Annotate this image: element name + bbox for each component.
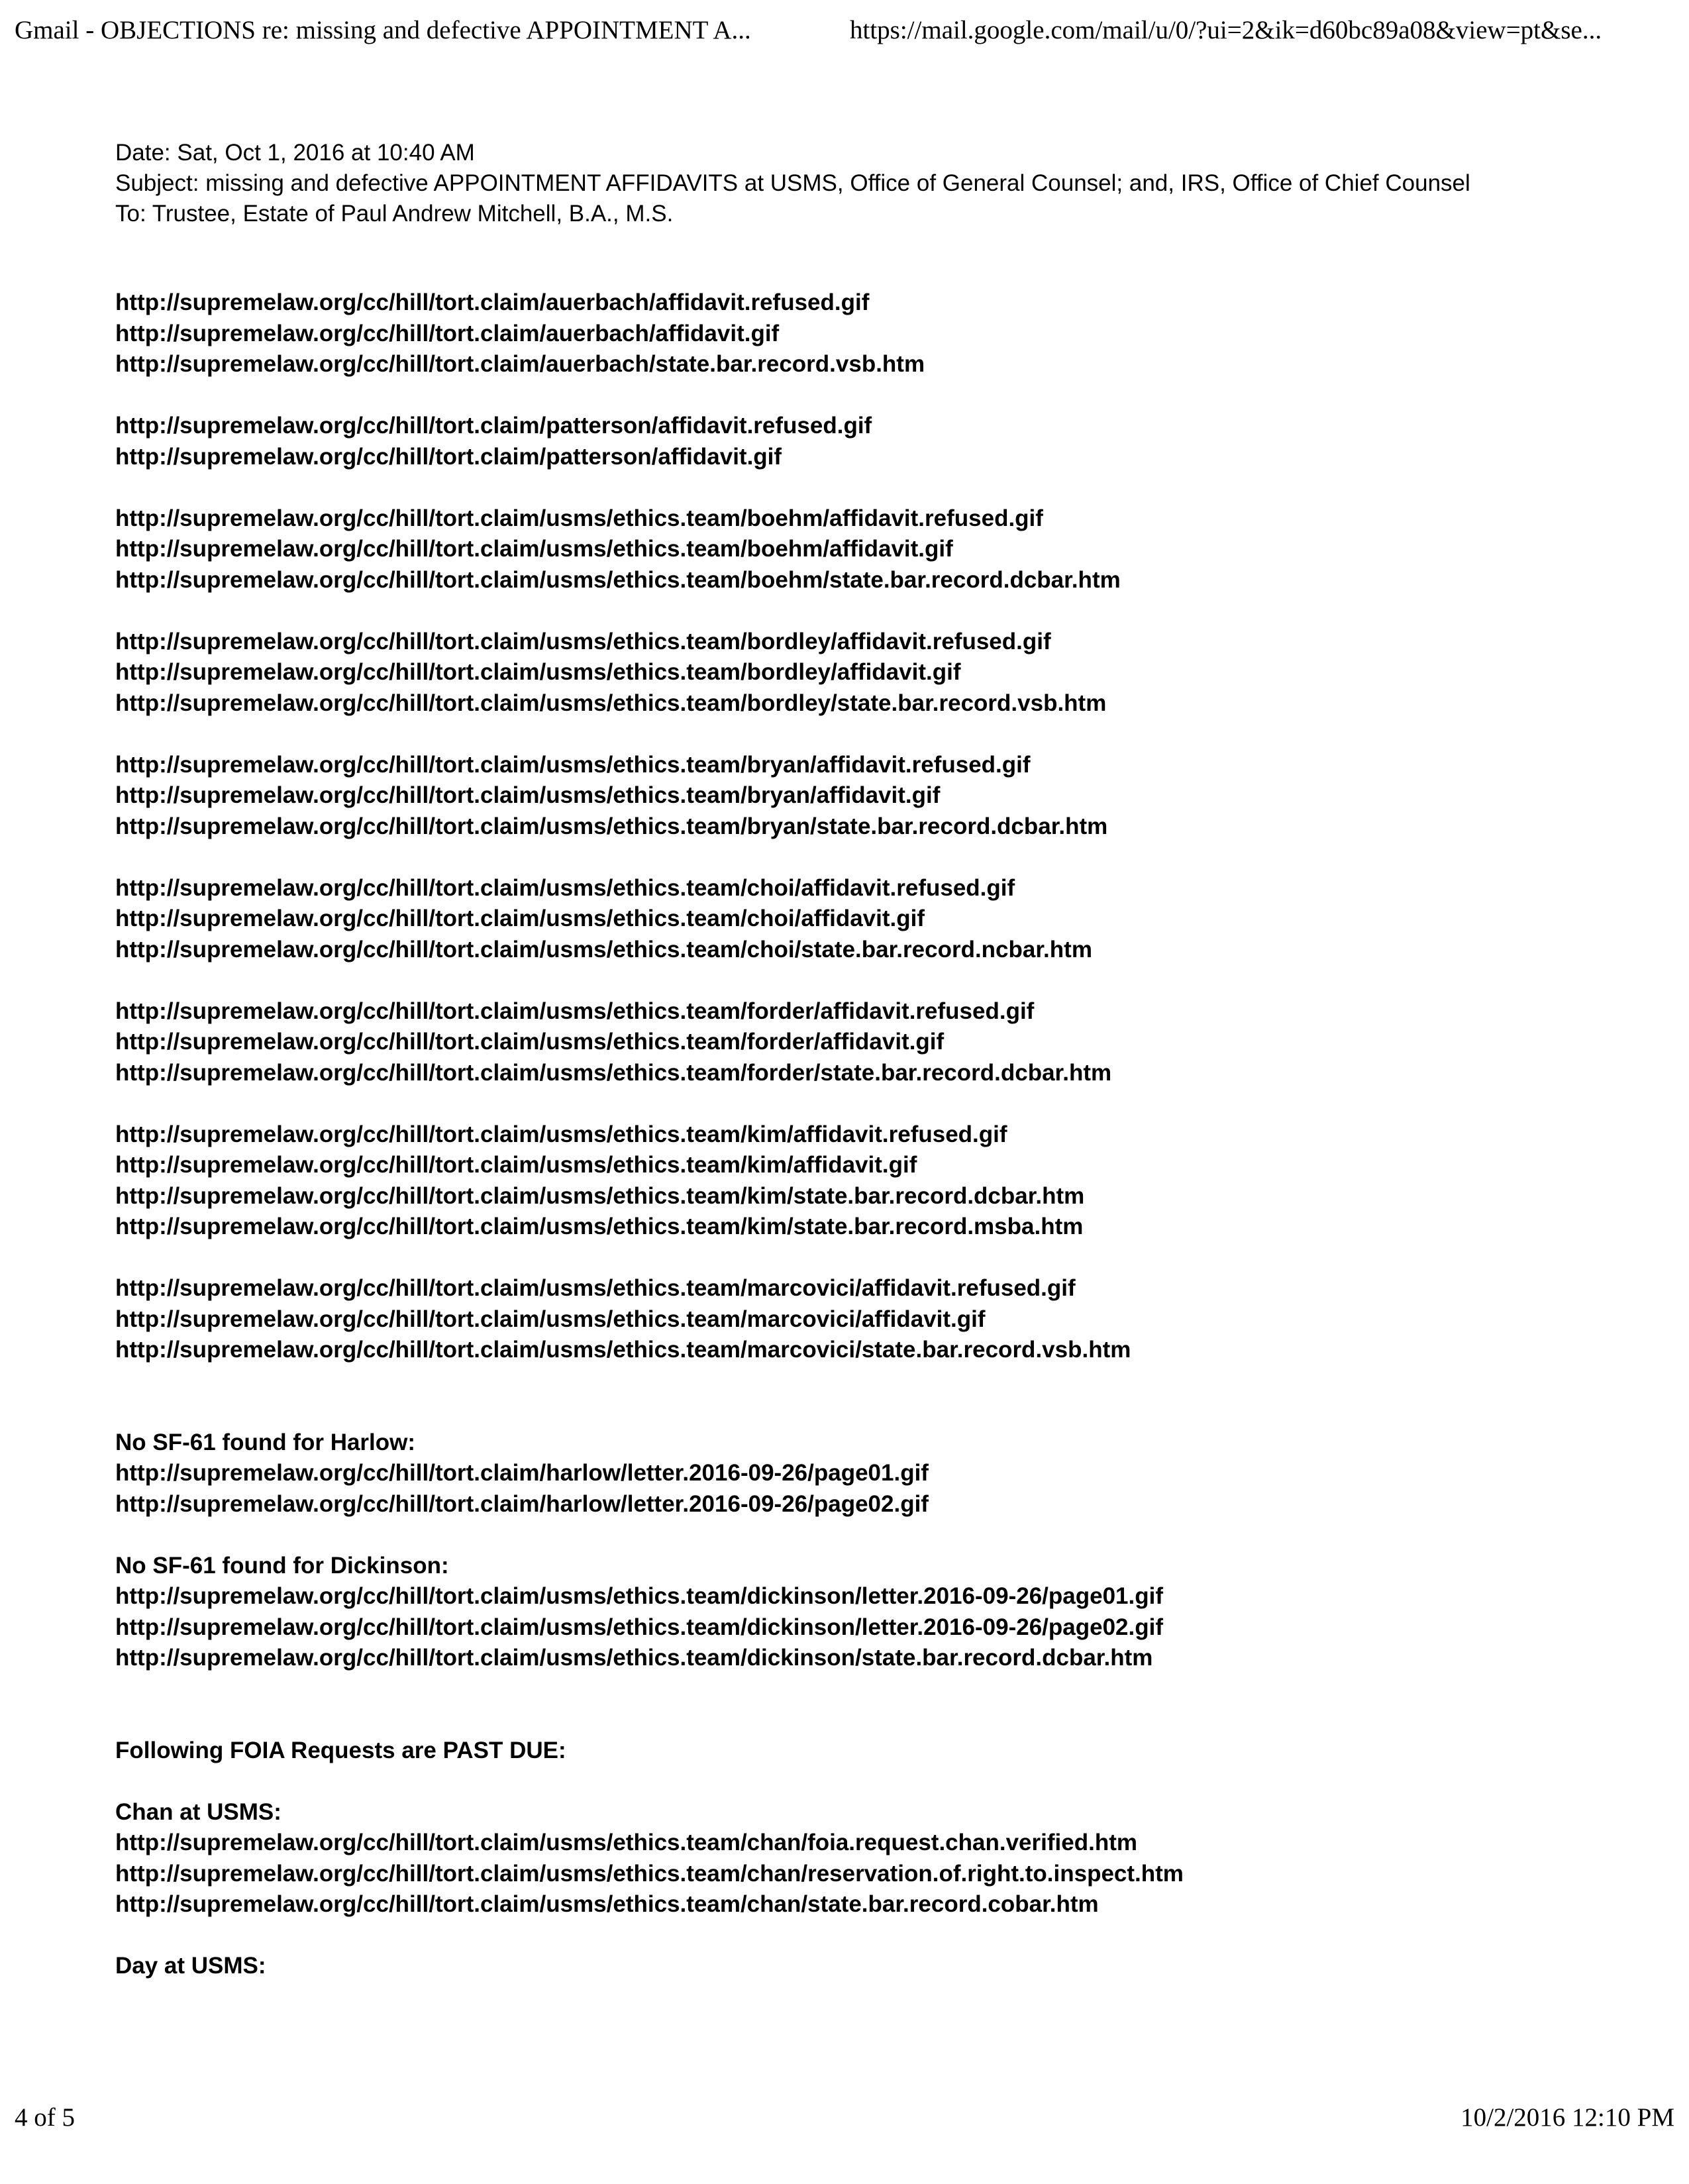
link-group xyxy=(115,1428,1606,1520)
url-link[interactable]: http://supremelaw.org/cc/hill/tort.claim/usms/ethics.team/kim/affidavit.refused.gif xyxy=(115,1121,1007,1147)
link-group xyxy=(115,287,1606,380)
url-link[interactable]: http://supremelaw.org/cc/hill/tort.claim/usms/ethics.team/bordley/state.bar.record.vsb.htm xyxy=(115,690,1107,716)
message-subject: Subject: missing and defective APPOINTMENT AFFIDAVITS at USMS, Office of General Counsel; and, IRS, Office of Chief Counsel xyxy=(115,170,1470,196)
url-link[interactable]: http://supremelaw.org/cc/hill/tort.claim/usms/ethics.team/forder/affidavit.refused.gif xyxy=(115,998,1035,1024)
url-link[interactable]: http://supremelaw.org/cc/hill/tort.claim/usms/ethics.team/forder/state.bar.record.dcbar.htm xyxy=(115,1059,1112,1086)
url-link[interactable]: http://supremelaw.org/cc/hill/tort.claim/harlow/letter.2016-09-26/page01.gif xyxy=(115,1460,929,1486)
url-link[interactable]: http://supremelaw.org/cc/hill/tort.claim/usms/ethics.team/chan/state.bar.record.cobar.htm xyxy=(115,1891,1099,1917)
url-link[interactable]: http://supremelaw.org/cc/hill/tort.claim/harlow/letter.2016-09-26/page02.gif xyxy=(115,1490,929,1517)
group-heading: Following FOIA Requests are PAST DUE: xyxy=(115,1737,566,1763)
link-group xyxy=(115,1273,1606,1366)
message-to: To: Trustee, Estate of Paul Andrew Mitchell, B.A., M.S. xyxy=(115,201,674,227)
url-link[interactable]: http://supremelaw.org/cc/hill/tort.claim/usms/ethics.team/dickinson/state.bar.record.dcbar.htm xyxy=(115,1645,1153,1671)
link-group xyxy=(115,1797,1606,1920)
url-link[interactable]: http://supremelaw.org/cc/hill/tort.claim/usms/ethics.team/bryan/state.bar.record.dcbar.htm xyxy=(115,813,1108,839)
url-link[interactable]: http://supremelaw.org/cc/hill/tort.claim/usms/ethics.team/chan/foia.request.chan.verified.htm xyxy=(115,1830,1137,1855)
link-group xyxy=(115,1951,1606,1982)
print-footer xyxy=(15,2098,1674,2138)
url-link[interactable]: http://supremelaw.org/cc/hill/tort.claim/auerbach/affidavit.gif xyxy=(115,320,780,346)
page-url: https://mail.google.com/mail/u/0/?ui=2&ik=d60bc89a08&view=pt&se... xyxy=(850,16,1602,44)
url-link[interactable]: http://supremelaw.org/cc/hill/tort.claim/usms/ethics.team/bryan/affidavit.refused.gif xyxy=(115,751,1031,778)
url-link[interactable]: http://supremelaw.org/cc/hill/tort.claim/auerbach/state.bar.record.vsb.htm xyxy=(115,351,925,377)
link-group xyxy=(115,750,1606,843)
message-headers xyxy=(115,138,1606,229)
url-link[interactable]: http://supremelaw.org/cc/hill/tort.claim/usms/ethics.team/bordley/affidavit.gif xyxy=(115,659,961,685)
url-link[interactable]: http://supremelaw.org/cc/hill/tort.claim/usms/ethics.team/bordley/affidavit.refused.gif xyxy=(115,628,1051,654)
group-heading: Day at USMS: xyxy=(115,1953,266,1979)
url-link[interactable]: http://supremelaw.org/cc/hill/tort.claim/usms/ethics.team/kim/affidavit.gif xyxy=(115,1152,917,1178)
url-link[interactable]: http://supremelaw.org/cc/hill/tort.claim/usms/ethics.team/bryan/affidavit.gif xyxy=(115,782,941,808)
page-number: 4 of 5 xyxy=(15,2103,75,2132)
url-link[interactable]: http://supremelaw.org/cc/hill/tort.claim/usms/ethics.team/dickinson/letter.2016-09-26/page02.gif xyxy=(115,1614,1163,1640)
url-link[interactable]: http://supremelaw.org/cc/hill/tort.claim/usms/ethics.team/forder/affidavit.gif xyxy=(115,1029,945,1055)
url-link[interactable]: http://supremelaw.org/cc/hill/tort.claim/patterson/affidavit.gif xyxy=(115,443,782,470)
url-link[interactable]: http://supremelaw.org/cc/hill/tort.claim/auerbach/affidavit.refused.gif xyxy=(115,289,870,315)
link-group xyxy=(115,503,1606,596)
url-link[interactable]: http://supremelaw.org/cc/hill/tort.claim/usms/ethics.team/kim/state.bar.record.msba.htm xyxy=(115,1214,1084,1239)
link-group xyxy=(115,1119,1606,1243)
url-link[interactable]: http://supremelaw.org/cc/hill/tort.claim/usms/ethics.team/marcovici/state.bar.record.vsb.htm xyxy=(115,1337,1131,1363)
url-link[interactable]: http://supremelaw.org/cc/hill/tort.claim/usms/ethics.team/boehm/affidavit.gif xyxy=(115,536,953,562)
group-heading: Chan at USMS: xyxy=(115,1798,282,1825)
email-content xyxy=(115,138,1606,2012)
message-body xyxy=(115,287,1606,1982)
print-header xyxy=(15,11,1674,50)
url-link[interactable]: http://supremelaw.org/cc/hill/tort.claim/usms/ethics.team/choi/affidavit.gif xyxy=(115,906,925,931)
message-date: Date: Sat, Oct 1, 2016 at 10:40 AM xyxy=(115,140,475,166)
link-group xyxy=(115,1736,1606,1767)
url-link[interactable]: http://supremelaw.org/cc/hill/tort.claim/usms/ethics.team/marcovici/affidavit.refused.gif xyxy=(115,1275,1076,1301)
url-link[interactable]: http://supremelaw.org/cc/hill/tort.claim/patterson/affidavit.refused.gif xyxy=(115,413,872,439)
url-link[interactable]: http://supremelaw.org/cc/hill/tort.claim/usms/ethics.team/choi/affidavit.refused.gif xyxy=(115,874,1015,901)
print-datetime: 10/2/2016 12:10 PM xyxy=(1460,2103,1674,2132)
url-link[interactable]: http://supremelaw.org/cc/hill/tort.claim/usms/ethics.team/choi/state.bar.record.ncbar.htm xyxy=(115,936,1092,962)
link-group xyxy=(115,627,1606,719)
link-group xyxy=(115,873,1606,966)
url-link[interactable]: http://supremelaw.org/cc/hill/tort.claim/usms/ethics.team/kim/state.bar.record.dcbar.htm xyxy=(115,1182,1085,1209)
link-group xyxy=(115,411,1606,472)
url-link[interactable]: http://supremelaw.org/cc/hill/tort.claim/usms/ethics.team/marcovici/affidavit.gif xyxy=(115,1306,986,1332)
url-link[interactable]: http://supremelaw.org/cc/hill/tort.claim/usms/ethics.team/boehm/affidavit.refused.gif xyxy=(115,505,1043,531)
link-group xyxy=(115,996,1606,1089)
url-link[interactable]: http://supremelaw.org/cc/hill/tort.claim/usms/ethics.team/dickinson/letter.2016-09-26/page01.gif xyxy=(115,1583,1163,1609)
group-heading: No SF-61 found for Dickinson: xyxy=(115,1552,449,1579)
group-heading: No SF-61 found for Harlow: xyxy=(115,1429,416,1455)
url-link[interactable]: http://supremelaw.org/cc/hill/tort.claim/usms/ethics.team/boehm/state.bar.record.dcbar.htm xyxy=(115,566,1121,593)
link-group xyxy=(115,1551,1606,1674)
url-link[interactable]: http://supremelaw.org/cc/hill/tort.claim/usms/ethics.team/chan/reservation.of.right.to.inspect.htm xyxy=(115,1860,1184,1887)
document-title: Gmail - OBJECTIONS re: missing and defective APPOINTMENT A... xyxy=(15,16,751,44)
